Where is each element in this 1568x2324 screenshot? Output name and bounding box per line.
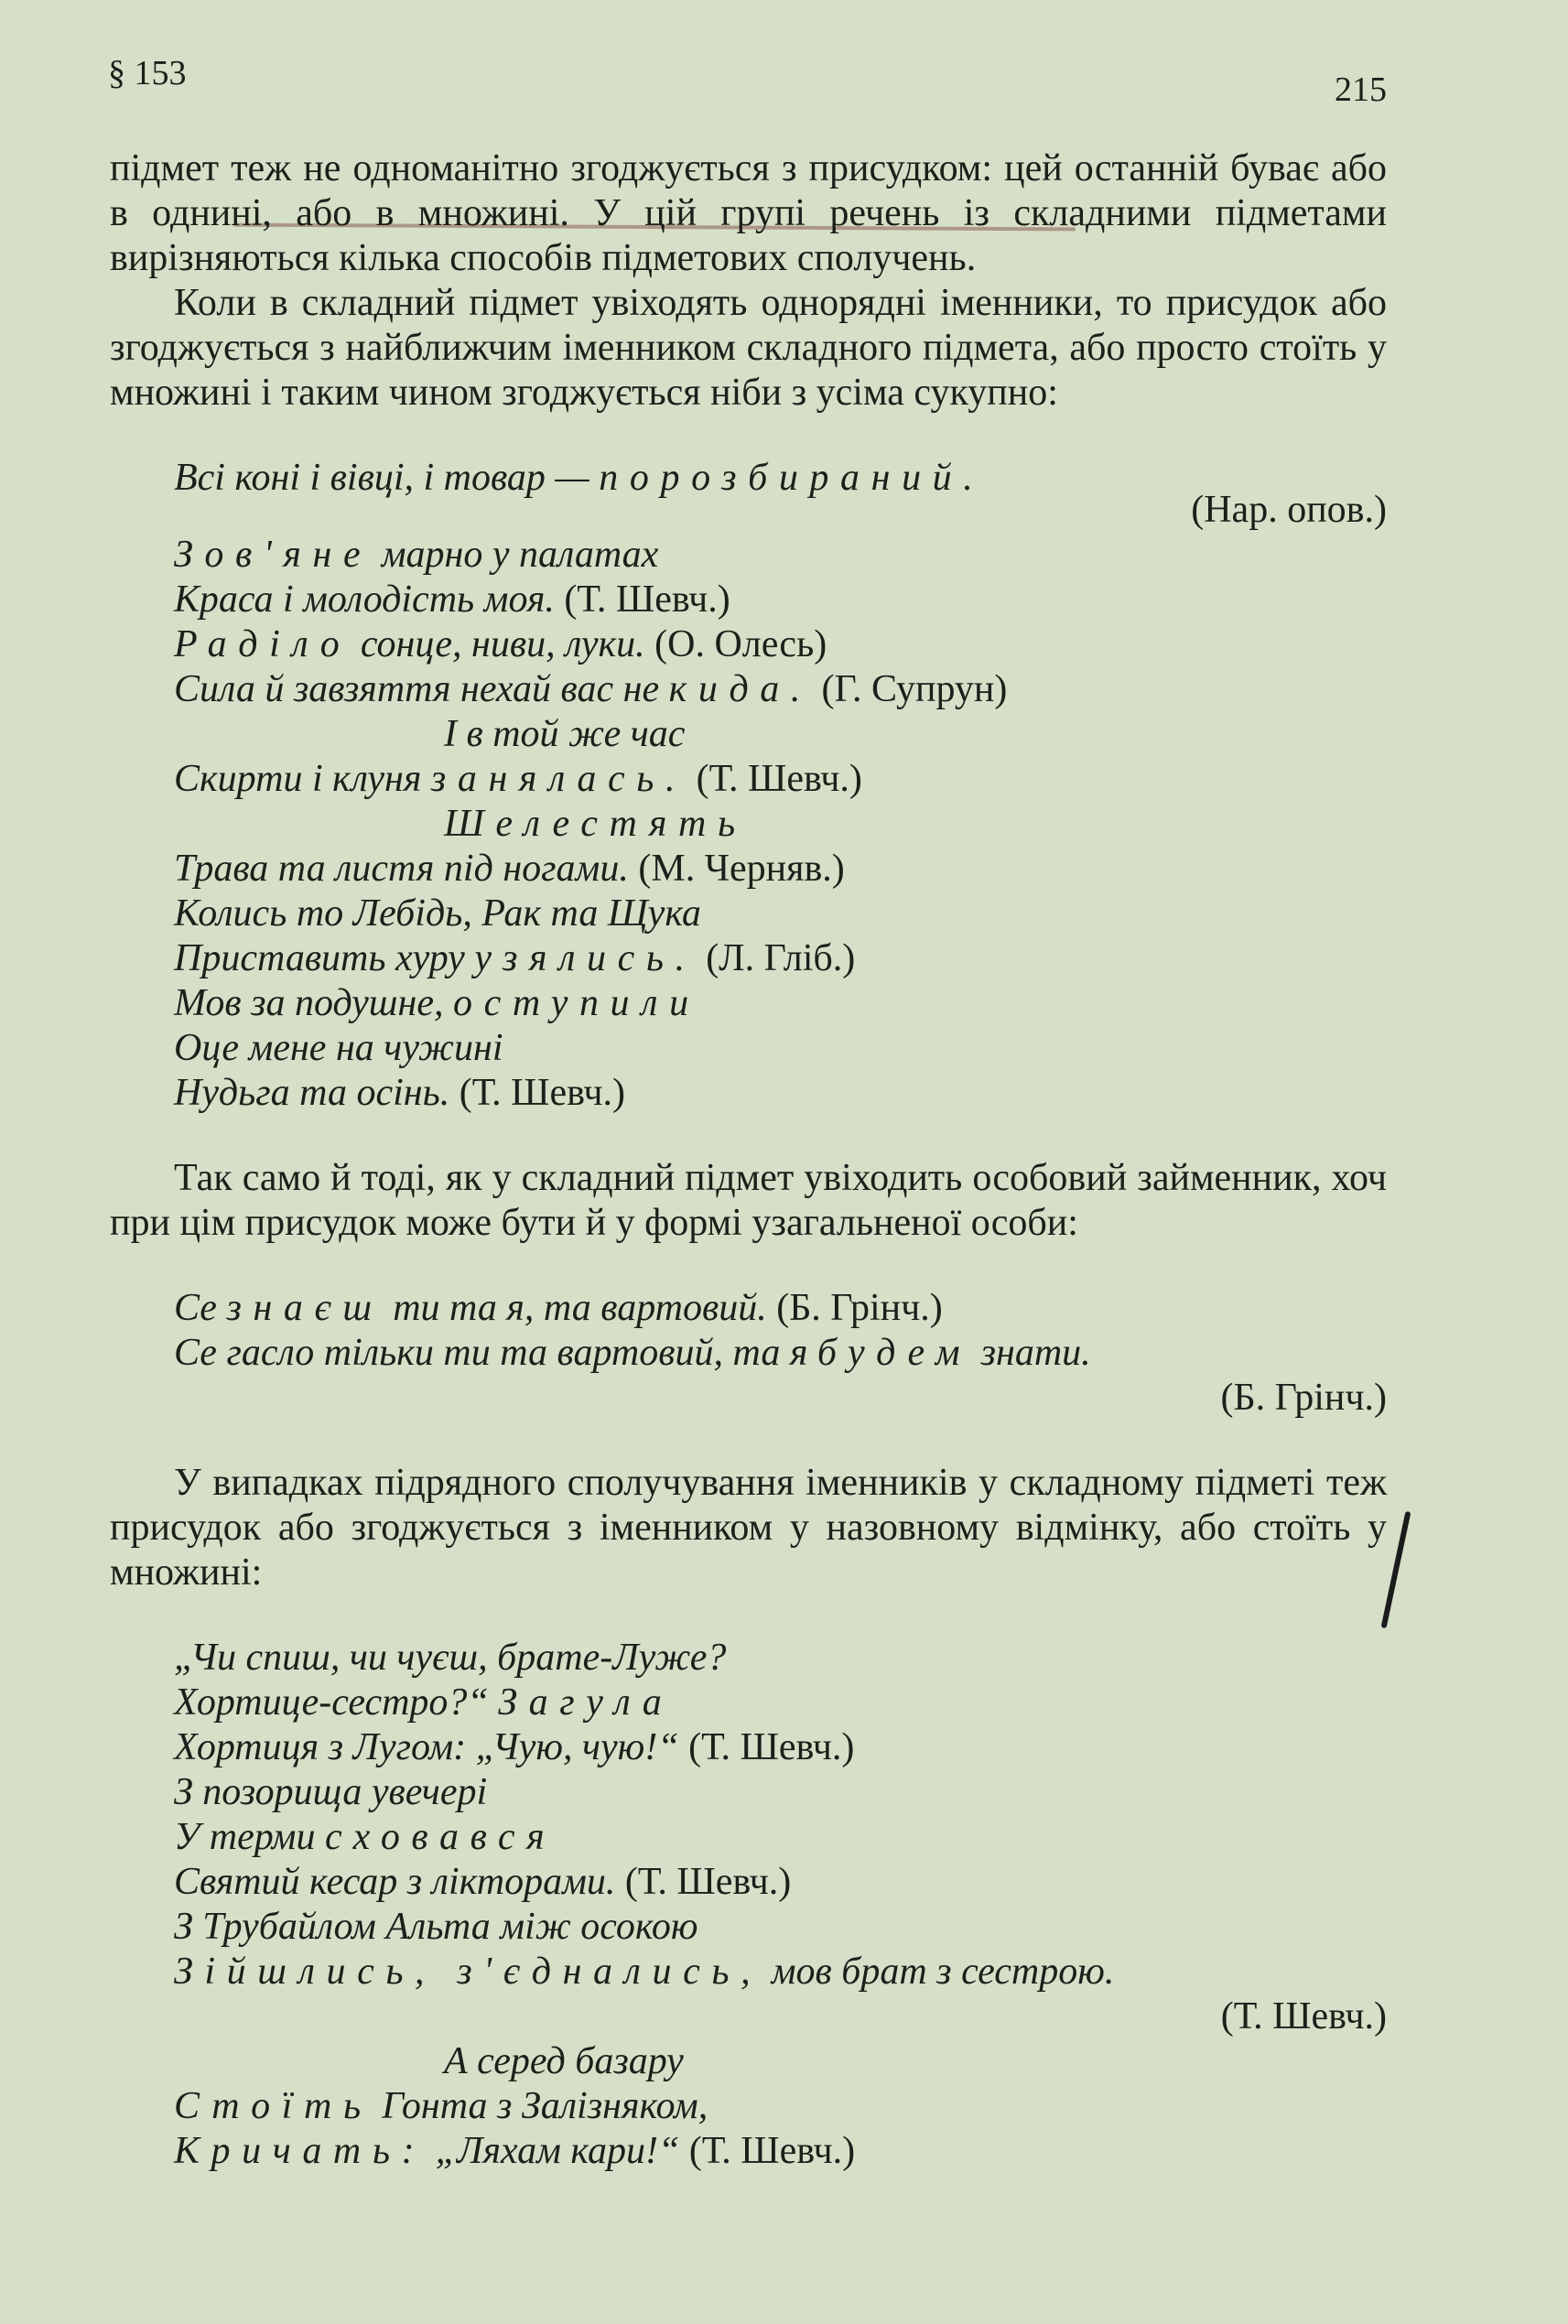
verse-block-2 [110,1286,1387,1421]
verse-line: „Чи спиш, чи чуєш, брате-Луже? [174,1637,727,1679]
paragraph-4: У випадках підрядного сполучування іменників у складному підметі теж присудок або згоджується з іменником у назовному відмінку, або стоїть у множині: [110,1462,1387,1594]
verse-block-3 [110,1636,1387,2174]
section-number: § 153 [108,54,187,92]
verse-line: Стоїть Гонта з Залізняком, [174,2085,708,2127]
verse-line: Се знаєш ти та я, та вартовий. (Б. Грінч.) [174,1287,943,1329]
verse-line: Зов'яне марно у палатах [174,534,659,576]
page-number: 215 [1335,70,1387,109]
page-header [108,53,1387,108]
paragraph-2: Коли в складний підмет увіходять однорядні іменники, то присудок або згоджується з найближчим іменником складного підмета, або просто стоїть у множині і таким чином згоджується ніби з усіма сукупно: [110,282,1387,414]
paragraph-1: підмет теж не одноманітно згоджується з присудком: цей останній буває або в однині, або в множині. У цій групі речень із складними підметами вирізняються кілька способів підметових сполучень. [110,147,1387,279]
verse-line: Колись то Лебідь, Рак та Щука [174,892,701,935]
verse-line: Хортиця з Лугом: „Чую, чую!“ (Т. Шевч.) [174,1726,855,1768]
paragraph-3: Так само й тоді, як у складний підмет увіходить особовий займенник, хоч при цім присудок може бути й у формі узагальненої особи: [110,1157,1387,1244]
verse-line: Шелестять [444,803,747,845]
verse-line: Зійшлись, з'єднались, мов брат з сестрою. [174,1951,1115,1993]
attribution: (Т. Шевч.) [1220,1995,1387,2038]
verse-line: У терми сховався [174,1816,557,1858]
verse-line: Всі коні і вівці, і товар — порозбираний. [174,457,985,499]
verse-line: Скирти і клуня занялась. (Т. Шевч.) [174,758,862,800]
verse-block-1 [110,456,1387,1116]
verse-line: Кричать: „Ляхам кари!“ (Т. Шевч.) [174,2130,856,2172]
verse-line: А серед базару [444,2040,684,2082]
verse-line: Се гасло тільки ти та вартовий, та я будем знати. [174,1332,1091,1374]
verse-line: З Трубайлом Альта між осокою [174,1906,698,1948]
verse-line: Приставить хуру узялись. (Л. Гліб.) [174,937,856,979]
verse-line: Мов за подушне, оступили [174,982,700,1024]
verse-line: Хортице-сестро?“ Загула [174,1681,674,1724]
verse-line: Раділо сонце, ниви, луки. (О. Олесь) [174,623,827,665]
attribution: (Нар. опов.) [1191,489,1387,531]
verse-line: Оце мене на чужині [174,1027,503,1069]
verse-line: Сила й завзяття нехай вас не кида. (Г. Супрун) [174,668,1008,710]
verse-line: Святий кесар з лікторами. (Т. Шевч.) [174,1861,792,1903]
verse-line: Нудьга та осінь. (Т. Шевч.) [174,1072,625,1114]
page-body [110,146,1387,2174]
attribution: (Б. Грінч.) [1220,1377,1387,1419]
verse-line: Трава та листя під ногами. (М. Черняв.) [174,848,845,890]
verse-line: І в той же час [444,713,686,755]
verse-line: Краса і молодість моя. (Т. Шевч.) [174,578,730,621]
verse-line: З позорища увечері [174,1771,488,1813]
